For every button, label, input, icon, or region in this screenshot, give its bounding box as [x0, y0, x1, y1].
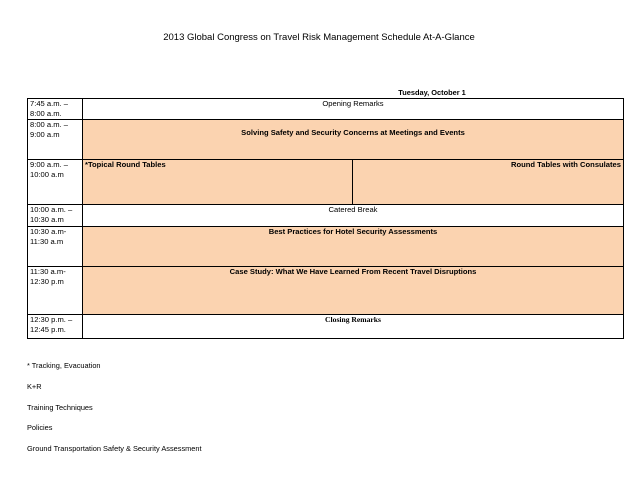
table-row [28, 227, 624, 267]
time-start: 10:00 a.m. – [30, 205, 73, 214]
session-cell: Case Study: What We Have Learned From Recent Travel Disruptions [83, 267, 624, 315]
table-row [28, 99, 624, 120]
table-row [28, 315, 624, 339]
time-start: 7:45 a.m. – [30, 99, 68, 108]
session-cell-right: Round Tables with Consulates [353, 160, 624, 205]
schedule-header-row [28, 88, 624, 99]
time-cell [28, 227, 83, 267]
footnote-item: Training Techniques [27, 402, 93, 412]
footnote-item: Ground Transportation Safety & Security Assessment [27, 444, 202, 454]
day-heading: Tuesday, October 1 [398, 88, 466, 97]
schedule-table [27, 88, 624, 339]
time-end: 11:30 a.m [30, 237, 64, 246]
session-cell: Best Practices for Hotel Security Assessments [83, 227, 624, 267]
session-cell: Closing Remarks [83, 315, 624, 339]
table-row [28, 267, 624, 315]
time-end: 12:30 p.m [30, 277, 64, 286]
table-row [28, 205, 624, 227]
page-title: 2013 Global Congress on Travel Risk Management Schedule At-A-Glance [163, 32, 475, 43]
time-cell [28, 160, 83, 205]
session-cell: Solving Safety and Security Concerns at Meetings and Events [83, 120, 624, 160]
session-cell: Catered Break [83, 205, 624, 227]
session-cell: Opening Remarks [83, 99, 624, 120]
session-cell-left: *Topical Round Tables [83, 160, 353, 205]
time-start: 10:30 a.m- [30, 227, 67, 236]
footnotes [27, 361, 202, 465]
time-cell [28, 267, 83, 315]
time-end: 10:30 a.m [30, 215, 64, 224]
table-row [28, 160, 624, 205]
footnote-item: K+R [27, 381, 42, 391]
time-end: 10:00 a.m [30, 170, 64, 179]
time-start: 12:30 p.m. – [30, 315, 73, 324]
time-end: 12:45 p.m. [30, 325, 66, 334]
time-end: 9:00 a.m [30, 130, 60, 139]
time-start: 8:00 a.m. – [30, 120, 68, 129]
time-end: 8:00 a.m. [30, 109, 62, 118]
time-cell [28, 315, 83, 339]
time-start: 9:00 a.m. – [30, 160, 68, 169]
time-cell [28, 120, 83, 160]
footnote-item: * Tracking, Evacuation [27, 361, 101, 370]
time-cell [28, 205, 83, 227]
time-cell [28, 99, 83, 120]
table-row [28, 120, 624, 160]
footnote-item: Policies [27, 423, 53, 433]
time-start: 11:30 a.m- [30, 267, 66, 276]
